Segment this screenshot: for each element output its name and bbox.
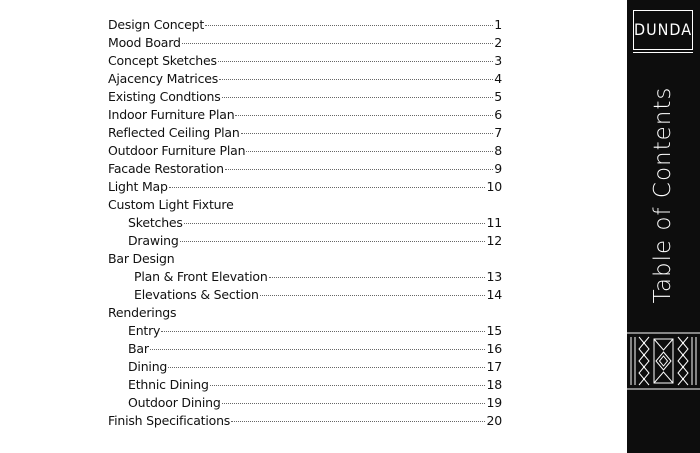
table-of-contents-list (108, 16, 502, 430)
toc-entry (108, 70, 502, 88)
toc-entry-label: Light Map (108, 179, 168, 194)
toc-entry-label: Design Concept (108, 17, 205, 32)
toc-entry (108, 88, 502, 106)
toc-entry-page-number: 13 (486, 269, 502, 284)
toc-entry-page-number: 10 (486, 179, 502, 194)
dot-leader (150, 349, 486, 350)
toc-entry-page-number: 2 (494, 35, 502, 50)
dunda-logo: DUNDA (633, 10, 693, 50)
toc-entry (108, 286, 502, 304)
dot-leader (184, 223, 486, 224)
dot-leader (222, 97, 494, 98)
toc-entry (108, 214, 502, 232)
dot-leader (182, 43, 494, 44)
toc-entry (108, 268, 502, 286)
toc-entry-page-number: 9 (494, 161, 502, 176)
toc-entry-page-number: 1 (494, 17, 502, 32)
toc-entry (108, 106, 502, 124)
dot-leader (180, 241, 486, 242)
dot-leader (210, 385, 486, 386)
dot-leader (225, 169, 493, 170)
toc-entry (108, 304, 502, 322)
toc-entry-label: Sketches (128, 215, 183, 230)
toc-entry (108, 52, 502, 70)
toc-entry-page-number: 12 (486, 233, 502, 248)
toc-entry-page-number: 14 (486, 287, 502, 302)
toc-entry-label: Custom Light Fixture (108, 197, 234, 212)
dot-leader (168, 367, 485, 368)
toc-entry-label: Mood Board (108, 35, 181, 50)
toc-entry (108, 142, 502, 160)
toc-entry (108, 196, 502, 214)
toc-entry-page-number: 18 (486, 377, 502, 392)
toc-entry-page-number: 15 (486, 323, 502, 338)
toc-entry-page-number: 6 (494, 107, 502, 122)
toc-entry (108, 340, 502, 358)
toc-entry-page-number: 7 (494, 125, 502, 140)
toc-entry-label: Bar (128, 341, 149, 356)
dot-leader (241, 133, 494, 134)
dot-leader (260, 295, 486, 296)
toc-entry-page-number: 3 (494, 53, 502, 68)
toc-entry-label: Outdoor Furniture Plan (108, 143, 246, 158)
toc-entry (108, 16, 502, 34)
toc-entry-label: Plan & Front Elevation (134, 269, 268, 284)
toc-entry (108, 394, 502, 412)
toc-entry-label: Renderings (108, 305, 177, 320)
toc-entry-page-number: 17 (486, 359, 502, 374)
toc-entry-label: Entry (128, 323, 161, 338)
toc-entry-page-number: 16 (486, 341, 502, 356)
toc-entry-label: Elevations & Section (134, 287, 259, 302)
toc-entry-page-number: 5 (494, 89, 502, 104)
toc-entry (108, 376, 502, 394)
toc-entry-page-number: 11 (486, 215, 502, 230)
toc-entry-label: Reflected Ceiling Plan (108, 125, 240, 140)
page-title: Table of Contents (650, 86, 676, 304)
toc-entry-label: Dining (128, 359, 168, 374)
dot-leader (222, 403, 486, 404)
toc-entry-page-number: 19 (486, 395, 502, 410)
dot-leader (169, 187, 486, 188)
toc-entry-label: Ethnic Dining (128, 377, 209, 392)
vertical-title-area (627, 70, 700, 320)
dot-leader (235, 115, 493, 116)
toc-entry-label: Existing Condtions (108, 89, 221, 104)
dot-leader (161, 331, 485, 332)
toc-entry (108, 124, 502, 142)
sidebar (627, 0, 700, 453)
dot-leader (219, 79, 493, 80)
dot-leader (218, 61, 493, 62)
toc-entry (108, 34, 502, 52)
toc-entry (108, 160, 502, 178)
toc-entry (108, 358, 502, 376)
tribal-pattern-icon (627, 330, 700, 392)
toc-entry (108, 250, 502, 268)
toc-entry-page-number: 4 (494, 71, 502, 86)
toc-entry-label: Concept Sketches (108, 53, 217, 68)
toc-entry (108, 322, 502, 340)
toc-entry-label: Outdoor Dining (128, 395, 221, 410)
toc-entry (108, 232, 502, 250)
dot-leader (269, 277, 486, 278)
toc-entry-label: Drawing (128, 233, 179, 248)
toc-entry (108, 412, 502, 430)
logo-divider (633, 52, 693, 53)
toc-entry-label: Facade Restoration (108, 161, 224, 176)
toc-entry-label: Bar Design (108, 251, 175, 266)
dot-leader (246, 151, 493, 152)
toc-entry-label: Finish Specifications (108, 413, 231, 428)
dot-leader (231, 421, 485, 422)
toc-entry-page-number: 20 (486, 413, 502, 428)
toc-entry-page-number: 8 (494, 143, 502, 158)
toc-entry-label: Indoor Furniture Plan (108, 107, 235, 122)
dot-leader (205, 25, 493, 26)
toc-entry (108, 178, 502, 196)
toc-entry-label: Ajacency Matrices (108, 71, 219, 86)
